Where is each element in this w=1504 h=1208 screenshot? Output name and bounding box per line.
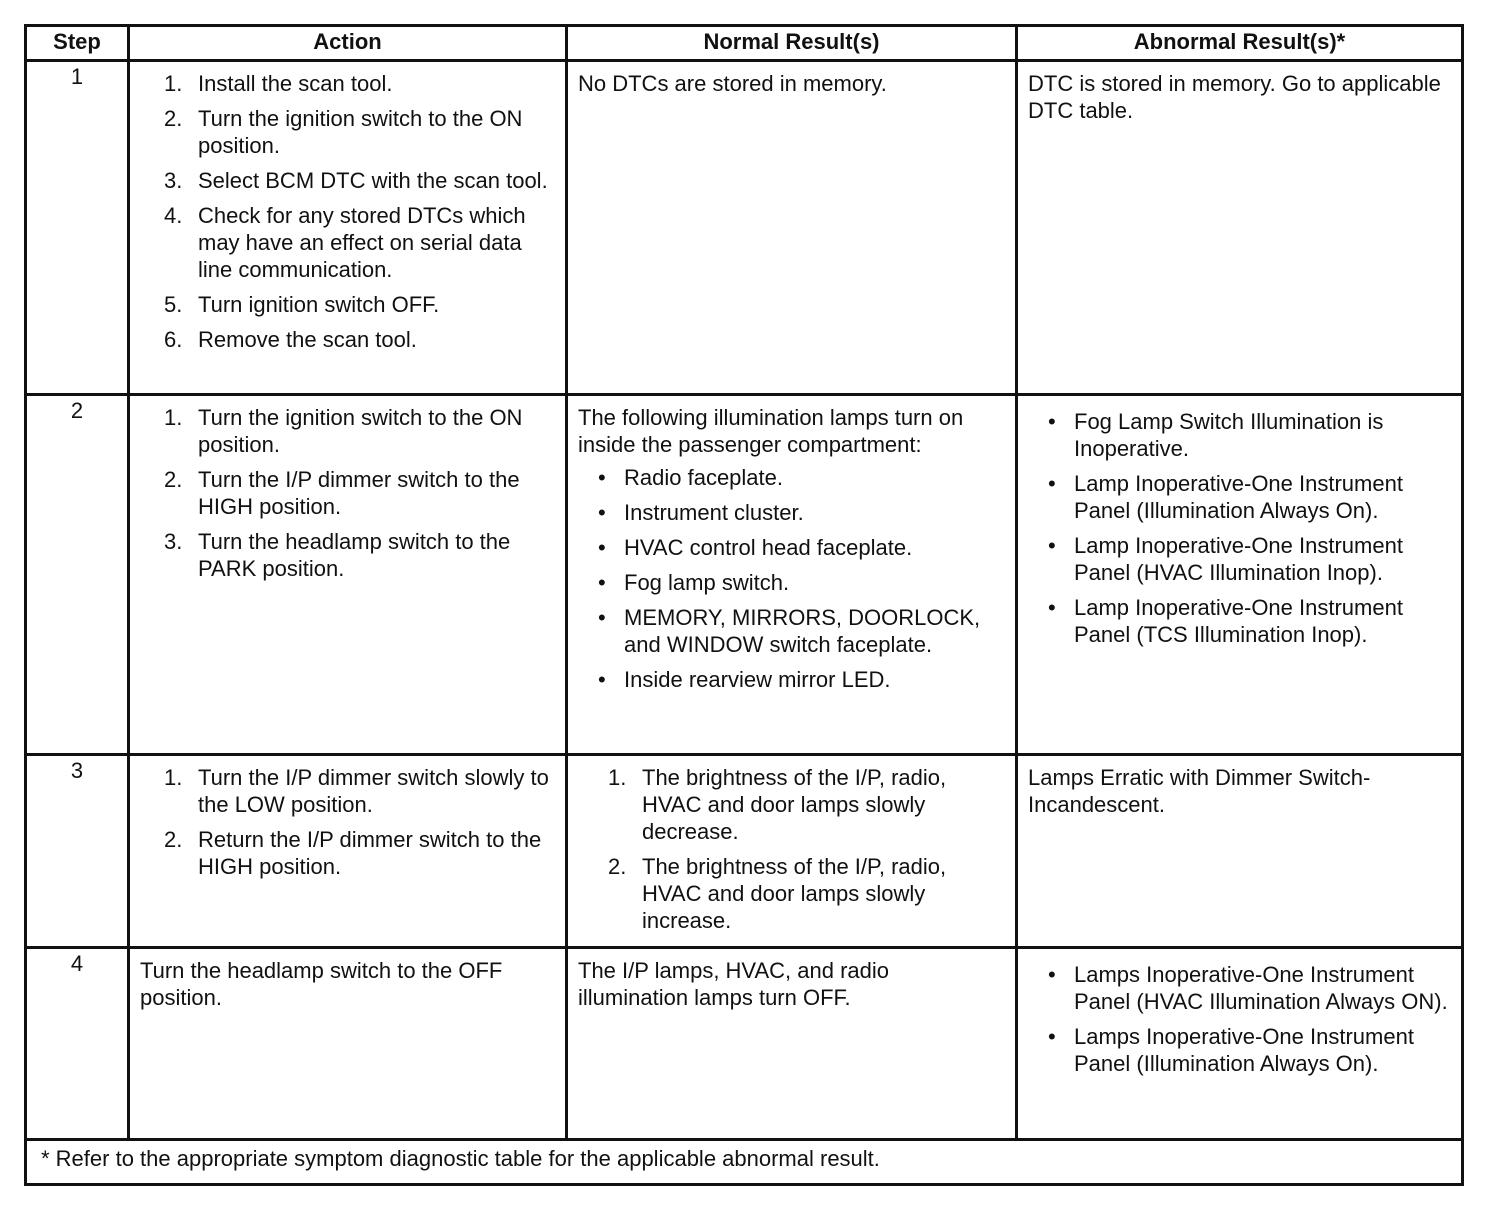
- list-item: 2. Turn the ignition switch to the ON position.: [164, 106, 523, 158]
- table-row: [26, 395, 1463, 755]
- list-item: 2. The brightness of the I/P, radio, HVAC and door lamps slowly increase.: [608, 854, 947, 933]
- abnormal-result-list: [1028, 408, 1451, 648]
- abnormal-result-cell: [1017, 755, 1463, 948]
- header-normal-results: Normal Result(s): [567, 26, 1017, 61]
- list-item: • Lamps Inoperative-One Instrument Panel (Illumination Always On).: [1048, 1024, 1414, 1076]
- table-row: [26, 948, 1463, 1140]
- action-list: [140, 70, 555, 353]
- action-text: Turn the headlamp switch to the OFF position.: [140, 958, 503, 1010]
- table-row: [26, 61, 1463, 395]
- list-item: • HVAC control head faceplate.: [598, 535, 913, 560]
- list-item: • Lamp Inoperative-One Instrument Panel (Illumination Always On).: [1048, 471, 1403, 523]
- list-item: • Radio faceplate.: [598, 465, 783, 490]
- normal-result-list: [578, 764, 1005, 934]
- list-item: 6. Remove the scan tool.: [164, 327, 417, 352]
- action-list: [140, 404, 555, 582]
- diagnostic-table: [24, 24, 1464, 1186]
- normal-result-cell: [567, 948, 1017, 1140]
- action-cell: [129, 948, 567, 1140]
- table-row: [26, 755, 1463, 948]
- list-item: 3. Select BCM DTC with the scan tool.: [164, 168, 548, 193]
- abnormal-result-cell: [1017, 395, 1463, 755]
- list-item: 1. Turn the I/P dimmer switch slowly to the LOW position.: [164, 765, 549, 817]
- list-item: • Lamp Inoperative-One Instrument Panel (TCS Illumination Inop).: [1048, 595, 1403, 647]
- header-row: [26, 26, 1463, 61]
- list-item: 2. Turn the I/P dimmer switch to the HIGH position.: [164, 467, 520, 519]
- list-item: • Fog lamp switch.: [598, 570, 790, 595]
- list-item: • Fog Lamp Switch Illumination is Inoperative.: [1048, 409, 1384, 461]
- list-item: 2. Return the I/P dimmer switch to the HIGH position.: [164, 827, 542, 879]
- normal-result-text: The I/P lamps, HVAC, and radio illumination lamps turn OFF.: [578, 958, 889, 1010]
- list-item: 1. Turn the ignition switch to the ON position.: [164, 405, 523, 457]
- normal-result-intro: The following illumination lamps turn on inside the passenger compartment:: [578, 405, 964, 457]
- normal-result-cell: [567, 61, 1017, 395]
- list-item: 1. The brightness of the I/P, radio, HVAC and door lamps slowly decrease.: [608, 765, 947, 844]
- header-action: Action: [129, 26, 567, 61]
- list-item: • MEMORY, MIRRORS, DOORLOCK, and WINDOW switch faceplate.: [598, 605, 981, 657]
- action-cell: [129, 395, 567, 755]
- abnormal-result-list: [1028, 961, 1451, 1077]
- normal-result-cell: [567, 755, 1017, 948]
- step-number: 1: [26, 61, 129, 395]
- header-step: Step: [26, 26, 129, 61]
- list-item: 3. Turn the headlamp switch to the PARK position.: [164, 529, 511, 581]
- step-number: 3: [26, 755, 129, 948]
- header-abnormal-results: Abnormal Result(s)*: [1017, 26, 1463, 61]
- abnormal-result-text: Lamps Erratic with Dimmer Switch-Incandescent.: [1028, 765, 1371, 817]
- step-number: 2: [26, 395, 129, 755]
- action-cell: [129, 755, 567, 948]
- abnormal-result-cell: [1017, 948, 1463, 1140]
- list-item: • Instrument cluster.: [598, 500, 804, 525]
- normal-result-text: No DTCs are stored in memory.: [578, 71, 887, 96]
- list-item: 5. Turn ignition switch OFF.: [164, 292, 440, 317]
- list-item: • Lamps Inoperative-One Instrument Panel (HVAC Illumination Always ON).: [1048, 962, 1448, 1014]
- action-list: [140, 764, 555, 880]
- abnormal-result-cell: [1017, 61, 1463, 395]
- step-number: 4: [26, 948, 129, 1140]
- list-item: 4. Check for any stored DTCs which may have an effect on serial data line communication.: [164, 203, 526, 282]
- normal-result-list: [578, 464, 1005, 693]
- footnote: * Refer to the appropriate symptom diagnostic table for the applicable abnormal result.: [26, 1140, 1463, 1185]
- list-item: • Lamp Inoperative-One Instrument Panel (HVAC Illumination Inop).: [1048, 533, 1403, 585]
- footnote-row: [26, 1140, 1463, 1185]
- normal-result-cell: [567, 395, 1017, 755]
- abnormal-result-text: DTC is stored in memory. Go to applicable DTC table.: [1028, 71, 1441, 123]
- action-cell: [129, 61, 567, 395]
- list-item: 1. Install the scan tool.: [164, 71, 393, 96]
- list-item: • Inside rearview mirror LED.: [598, 667, 891, 692]
